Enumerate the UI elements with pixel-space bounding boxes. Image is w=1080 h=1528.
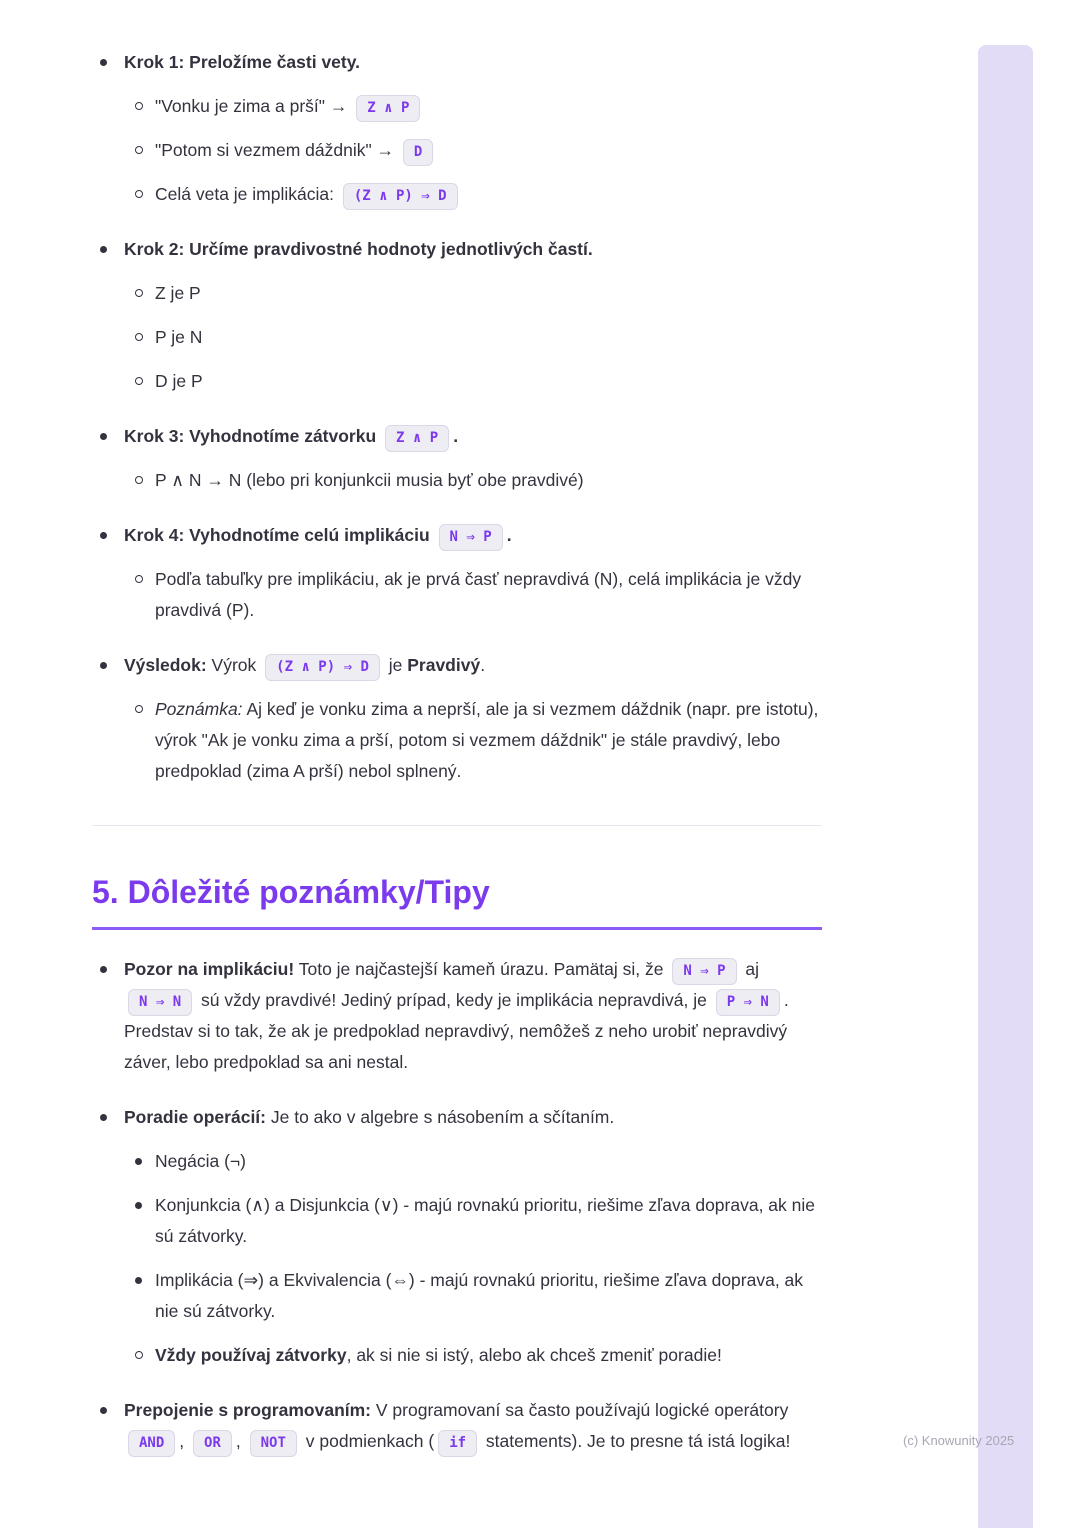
list-item	[92, 1102, 822, 1133]
list-item-text	[155, 470, 584, 490]
list-item-text	[124, 239, 593, 259]
code-chip: N ⇒ P	[439, 524, 503, 551]
text-segment: Vždy používaj zátvorky	[155, 1345, 347, 1365]
circle-bullet-icon	[135, 705, 143, 713]
code-chip: OR	[193, 1430, 232, 1457]
code-chip: AND	[128, 1430, 175, 1457]
disc-bullet-icon	[100, 532, 107, 539]
text-segment: Konjunkcia (∧) a Disjunkcia (∨) - majú rovnakú prioritu, riešime zľava doprava, ak nie sú zátvorky.	[155, 1195, 816, 1246]
list-item	[92, 366, 822, 397]
text-segment: .	[506, 525, 512, 545]
list-item-text	[155, 327, 202, 347]
circle-bullet-icon	[135, 102, 143, 110]
list-item	[92, 322, 822, 353]
code-chip: N ⇒ P	[672, 958, 736, 985]
list-item	[92, 179, 822, 210]
text-segment: sú vždy pravdivé! Jediný prípad, kedy je implikácia nepravdivá, je	[196, 990, 712, 1010]
text-segment: Krok 4: Vyhodnotíme celú implikáciu	[124, 525, 435, 545]
text-segment: Implikácia (⇒) a Ekvivalencia (⇔) - majú rovnakú prioritu, riešime zľava doprava, ak nie sú zátvorky.	[155, 1270, 804, 1321]
text-segment: P ∧ N → N (lebo pri konjunkcii musia byť obe pravdivé)	[155, 470, 584, 490]
content-area	[92, 47, 822, 1457]
disc-bullet-icon	[135, 1202, 142, 1209]
text-segment: "Vonku je zima a prší" →	[155, 96, 353, 116]
disc-bullet-icon	[135, 1277, 142, 1284]
circle-bullet-icon	[135, 146, 143, 154]
text-segment: Výrok	[206, 655, 262, 675]
list-item-text	[155, 184, 462, 204]
list-item-text	[124, 1400, 790, 1451]
disc-bullet-icon	[100, 1114, 107, 1121]
text-segment: v podmienkach (	[300, 1431, 435, 1451]
code-chip: NOT	[250, 1430, 297, 1457]
text-segment: Poznámka:	[155, 699, 243, 719]
list-item	[92, 520, 822, 551]
list-item	[92, 234, 822, 265]
text-segment: Celá veta je implikácia:	[155, 184, 339, 204]
text-segment: statements). Je to presne tá istá logika!	[481, 1431, 791, 1451]
text-segment: V programovaní sa často používajú logické operátory	[371, 1400, 789, 1420]
code-chip: Z ∧ P	[356, 95, 420, 122]
section-divider	[92, 825, 822, 826]
list-item-text	[155, 569, 801, 620]
text-segment: Negácia (¬)	[155, 1151, 246, 1171]
list-item	[92, 1395, 822, 1457]
list-item-text	[155, 1195, 815, 1246]
code-chip: Z ∧ P	[385, 425, 449, 452]
text-segment: je	[383, 655, 408, 675]
text-segment: Výsledok:	[124, 655, 207, 675]
list-item-text	[155, 371, 203, 391]
text-segment: Z je P	[155, 283, 201, 303]
list-item	[92, 91, 822, 122]
list-item	[92, 135, 822, 166]
text-segment: Krok 2: Určíme pravdivostné hodnoty jednotlivých častí.	[124, 239, 593, 259]
text-segment: Krok 3: Vyhodnotíme zátvorku	[124, 426, 382, 446]
text-segment: .	[480, 655, 486, 675]
text-segment: .	[453, 426, 459, 446]
list-item	[92, 421, 822, 452]
text-segment: ,	[179, 1431, 190, 1451]
list-item-text	[155, 1345, 722, 1365]
text-segment: Je to ako v algebre s násobením a sčítaním.	[266, 1107, 615, 1127]
code-chip: P ⇒ N	[716, 989, 780, 1016]
text-segment: D je P	[155, 371, 203, 391]
list-item	[92, 954, 822, 1078]
list-item-text	[124, 1107, 614, 1127]
list-item	[92, 564, 822, 626]
text-segment: Pozor na implikáciu!	[124, 959, 295, 979]
text-segment: Pravdivý	[407, 655, 481, 675]
footer-credit: (c) Knowunity 2025	[903, 1433, 1015, 1448]
circle-bullet-icon	[135, 289, 143, 297]
circle-bullet-icon	[135, 476, 143, 484]
disc-bullet-icon	[100, 246, 107, 253]
list-item-text	[155, 699, 818, 781]
text-segment: Krok 1: Preložíme časti vety.	[124, 52, 361, 72]
list-item-text	[155, 1270, 803, 1321]
disc-bullet-icon	[135, 1158, 142, 1165]
text-segment: Podľa tabuľky pre implikáciu, ak je prvá časť nepravdivá (N), celá implikácia je vždy pravdivá (P).	[155, 569, 802, 620]
list-item	[92, 1190, 822, 1252]
text-segment: aj	[740, 959, 759, 979]
list-item	[92, 1146, 822, 1177]
text-segment: Prepojenie s programovaním:	[124, 1400, 372, 1420]
list-item-text	[124, 655, 485, 675]
list-item	[92, 47, 822, 78]
disc-bullet-icon	[100, 966, 107, 973]
list-item-text	[155, 140, 437, 160]
code-chip: if	[438, 1430, 477, 1457]
list-item-text	[124, 426, 458, 446]
disc-bullet-icon	[100, 1407, 107, 1414]
circle-bullet-icon	[135, 190, 143, 198]
disc-bullet-icon	[100, 433, 107, 440]
list-item	[92, 278, 822, 309]
circle-bullet-icon	[135, 377, 143, 385]
text-segment: ,	[235, 1431, 246, 1451]
text-segment: Toto je najčastejší kameň úrazu. Pamätaj si, že	[294, 959, 669, 979]
section-heading: 5. Dôležité poznámky/Tipy	[92, 874, 822, 930]
circle-bullet-icon	[135, 1351, 143, 1359]
list-item-text	[124, 525, 512, 545]
text-segment: Poradie operácií:	[124, 1107, 266, 1127]
list-item-text	[155, 1151, 246, 1171]
list-item	[92, 1265, 822, 1327]
list-item	[92, 650, 822, 681]
text-segment: Aj keď je vonku zima a neprší, ale ja si vezmem dáždnik (napr. pre istotu), výrok "Ak je vonku zima a prší, potom si vezmem dáždnik" je stále pravdivý, lebo predpoklad (zima A prší) nebol splnený.	[155, 699, 819, 781]
list-item-text	[124, 959, 789, 1072]
list-item	[92, 1340, 822, 1371]
code-chip: (Z ∧ P) ⇒ D	[343, 183, 458, 210]
list-item-text	[155, 283, 201, 303]
page-margin-strip	[978, 45, 1033, 1528]
disc-bullet-icon	[100, 662, 107, 669]
text-segment: "Potom si vezmem dáždnik" →	[155, 140, 399, 160]
text-segment: , ak si nie si istý, alebo ak chceš zmeniť poradie!	[346, 1345, 722, 1365]
text-segment: . Predstav si to tak, že ak je predpoklad nepravdivý, nemôžeš z neho urobiť nepravdivý záver, lebo predpoklad sa ani nestal.	[124, 990, 789, 1072]
list-item-text	[155, 96, 424, 116]
list-item	[92, 465, 822, 496]
list-item-text	[124, 52, 360, 72]
circle-bullet-icon	[135, 575, 143, 583]
code-chip: (Z ∧ P) ⇒ D	[265, 654, 380, 681]
code-chip: D	[403, 139, 433, 166]
list-item	[92, 694, 822, 787]
code-chip: N ⇒ N	[128, 989, 192, 1016]
text-segment: P je N	[155, 327, 203, 347]
circle-bullet-icon	[135, 333, 143, 341]
disc-bullet-icon	[100, 59, 107, 66]
